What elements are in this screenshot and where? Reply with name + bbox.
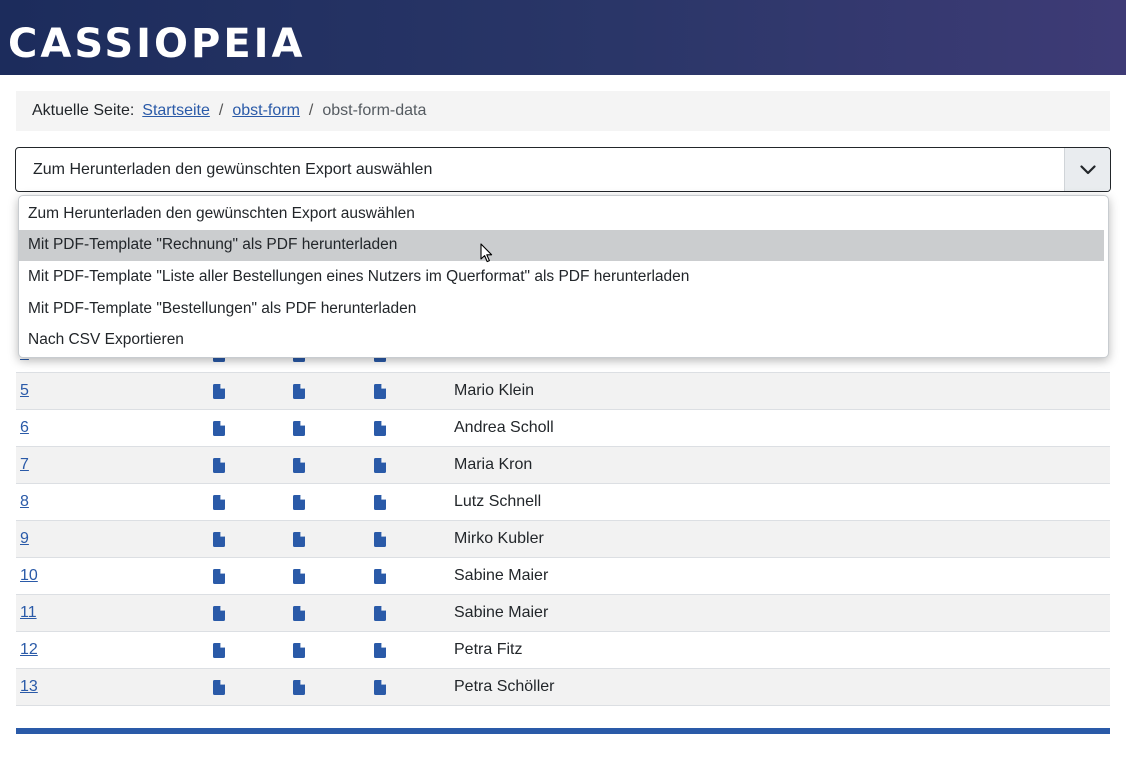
export-select[interactable] bbox=[15, 147, 1111, 192]
pdf-file-icon[interactable] bbox=[293, 569, 305, 584]
pdf-file-icon[interactable] bbox=[293, 643, 305, 658]
pdf-file-icon[interactable] bbox=[293, 680, 305, 695]
row-id-link[interactable]: 12 bbox=[20, 641, 38, 658]
table-row bbox=[16, 447, 1110, 484]
row-name: Sabine Maier bbox=[454, 604, 549, 621]
pdf-file-icon[interactable] bbox=[374, 384, 386, 399]
table-row bbox=[16, 558, 1110, 595]
pdf-file-icon[interactable] bbox=[374, 569, 386, 584]
pdf-file-icon[interactable] bbox=[374, 532, 386, 547]
table-row bbox=[16, 595, 1110, 632]
data-table bbox=[16, 336, 1110, 706]
pdf-file-icon[interactable] bbox=[213, 569, 225, 584]
pdf-file-icon[interactable] bbox=[374, 680, 386, 695]
row-name: Mario Klein bbox=[454, 382, 535, 399]
table-row bbox=[16, 410, 1110, 447]
row-name: Petra Fitz bbox=[454, 641, 523, 658]
breadcrumb-separator: / bbox=[308, 102, 314, 119]
table-row bbox=[16, 521, 1110, 558]
pdf-file-icon[interactable] bbox=[213, 606, 225, 621]
mouse-cursor-icon bbox=[480, 243, 494, 264]
row-id-link[interactable]: 7 bbox=[20, 456, 29, 473]
breadcrumb-current: obst-form-data bbox=[322, 102, 427, 119]
row-id-link[interactable]: 10 bbox=[20, 567, 38, 584]
export-dropdown-list bbox=[18, 195, 1109, 358]
row-name: Sabine Maier bbox=[454, 567, 549, 584]
row-id-link[interactable]: 5 bbox=[20, 382, 29, 399]
pdf-file-icon[interactable] bbox=[374, 495, 386, 510]
export-option-liste-querformat[interactable]: Mit PDF-Template "Liste aller Bestellungen eines Nutzers im Querformat" als PDF herunterladen bbox=[28, 267, 690, 285]
pdf-file-icon[interactable] bbox=[374, 421, 386, 436]
breadcrumb-prefix: Aktuelle Seite: bbox=[32, 102, 135, 119]
row-name: Maria Kron bbox=[454, 456, 533, 473]
pdf-file-icon[interactable] bbox=[293, 421, 305, 436]
pdf-file-icon[interactable] bbox=[213, 458, 225, 473]
pdf-file-icon[interactable] bbox=[213, 532, 225, 547]
pdf-file-icon[interactable] bbox=[293, 495, 305, 510]
row-id-link[interactable]: 13 bbox=[20, 678, 38, 695]
table-row bbox=[16, 669, 1110, 706]
export-option-csv[interactable]: Nach CSV Exportieren bbox=[28, 331, 184, 349]
pdf-file-icon[interactable] bbox=[374, 606, 386, 621]
pdf-file-icon[interactable] bbox=[213, 495, 225, 510]
breadcrumb-link-obst-form[interactable]: obst-form bbox=[232, 102, 300, 119]
breadcrumb-separator: / bbox=[218, 102, 224, 119]
chevron-down-icon[interactable] bbox=[1064, 148, 1110, 191]
site-logo[interactable]: CASSIOPEIA bbox=[8, 21, 306, 67]
pdf-file-icon[interactable] bbox=[213, 384, 225, 399]
row-name: Mirko Kubler bbox=[454, 530, 544, 547]
table-row bbox=[16, 484, 1110, 521]
table-row bbox=[16, 632, 1110, 669]
pdf-file-icon[interactable] bbox=[293, 532, 305, 547]
pdf-file-icon[interactable] bbox=[213, 680, 225, 695]
export-option-default[interactable]: Zum Herunterladen den gewünschten Export auswählen bbox=[28, 204, 415, 222]
pdf-file-icon[interactable] bbox=[374, 458, 386, 473]
row-id-link[interactable]: 6 bbox=[20, 419, 29, 436]
row-name: Andrea Scholl bbox=[454, 419, 554, 436]
row-id-link[interactable]: 9 bbox=[20, 530, 29, 547]
pdf-file-icon[interactable] bbox=[213, 643, 225, 658]
row-id-link[interactable]: 11 bbox=[20, 604, 37, 621]
export-select-value: Zum Herunterladen den gewünschten Export auswählen bbox=[33, 161, 433, 178]
export-option-rechnung[interactable]: Mit PDF-Template "Rechnung" als PDF herunterladen bbox=[19, 230, 1104, 262]
breadcrumb bbox=[16, 91, 1110, 131]
pdf-file-icon[interactable] bbox=[213, 421, 225, 436]
row-name: Petra Schöller bbox=[454, 678, 555, 695]
pdf-file-icon[interactable] bbox=[293, 458, 305, 473]
table-bottom-border bbox=[16, 728, 1110, 734]
breadcrumb-link-startseite[interactable]: Startseite bbox=[142, 102, 210, 119]
table-row bbox=[16, 373, 1110, 410]
row-id-link[interactable]: 8 bbox=[20, 493, 29, 510]
site-header bbox=[0, 0, 1126, 75]
export-option-bestellungen[interactable]: Mit PDF-Template "Bestellungen" als PDF herunterladen bbox=[28, 299, 417, 317]
pdf-file-icon[interactable] bbox=[293, 384, 305, 399]
row-name: Lutz Schnell bbox=[454, 493, 542, 510]
pdf-file-icon[interactable] bbox=[374, 643, 386, 658]
pdf-file-icon[interactable] bbox=[293, 606, 305, 621]
